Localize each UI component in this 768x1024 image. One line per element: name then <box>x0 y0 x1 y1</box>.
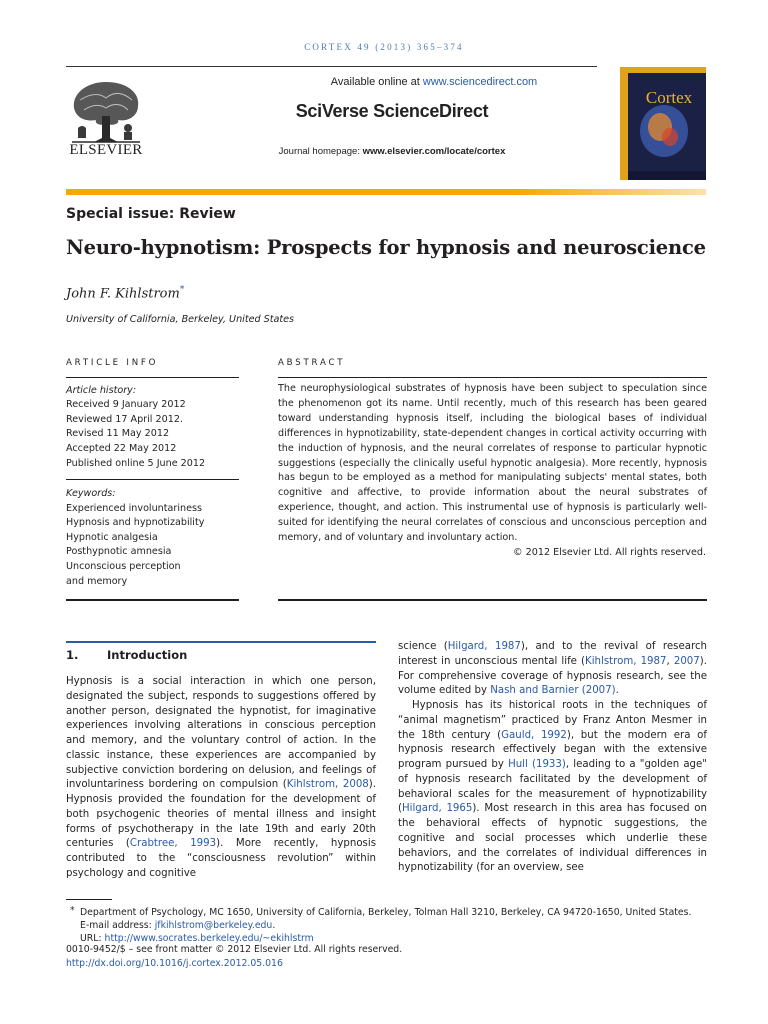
article-info-bottom-rule <box>66 599 239 601</box>
abstract-rule <box>278 377 707 378</box>
citation-link[interactable]: Gauld, 1992 <box>501 729 567 741</box>
footnote-mark: * <box>70 905 75 916</box>
homepage-link[interactable]: http://www.socrates.berkeley.edu/~ekihlstrm <box>104 933 314 944</box>
abstract-bottom-rule <box>278 599 707 601</box>
paragraph <box>66 675 376 882</box>
journal-homepage <box>200 146 584 157</box>
affiliation: University of California, Berkeley, United States <box>66 314 295 325</box>
section-heading <box>66 648 187 662</box>
keywords-label: Keywords: <box>66 488 116 499</box>
article-title: Neuro-hypnotism: Prospects for hypnosis and neuroscience <box>66 236 706 259</box>
abstract-copyright: © 2012 Elsevier Ltd. All rights reserved. <box>512 547 706 558</box>
article-info-label: ARTICLE INFO <box>66 358 159 368</box>
history-item: Revised 11 May 2012 <box>66 428 170 439</box>
abstract-text: The neurophysiological substrates of hypnosis have been subject to speculation since the phenomenon got its name. Until recently, much of this research has been geared toward understanding hypnosis itself, including the biological bases of individual differences in hypnotizability, state-dependent changes in cortical activity occurring with the induction of hypnosis, and the neural correlates of response to particular hypnotic suggestions (especially the clinically useful hypnotic analgesia). More recently, hypnosis has begun to be employed as a method for manipulating subjects' mental states, both cognitive and affective, to provide information about the neural substrates of experience, thought, and action. This instrumental use of hypnosis is particularly well-suited for identifying the neural correlates of conscious and unconscious perception and memory, and of voluntary and involuntary action. <box>278 383 707 544</box>
keyword: Experienced involuntariness <box>66 503 202 514</box>
sciencedirect-link[interactable]: www.sciencedirect.com <box>422 76 538 88</box>
doi-line <box>66 957 283 970</box>
history-item: Published online 5 June 2012 <box>66 458 206 469</box>
cover-title: Cortex <box>645 88 693 107</box>
text-run: , <box>666 655 674 667</box>
keyword: Posthypnotic amnesia <box>66 546 172 557</box>
elsevier-wordmark: ELSEVIER <box>69 142 143 158</box>
text-run: Hypnosis is a social interaction in which one person, designated the subject, responds to suggestions offered by another person, designated the hypnotist, for imaginative experiences involving alterations in conscious perception and memory, and the voluntary control of action. In the classic instance, these experiences are accompanied by subjective conviction bordering on delusion, and feelings of involuntariness bordering on compulsion ( <box>66 676 376 791</box>
citation-link[interactable]: 2007 <box>673 655 700 667</box>
author-footnote-mark[interactable]: * <box>179 285 185 295</box>
footnote-address: Department of Psychology, MC 1650, University of California, Berkeley, Tolman Hall 3210, Berkeley, CA 94720-1650, United States. <box>80 907 692 918</box>
info-divider <box>66 479 239 480</box>
citation-link[interactable]: Hilgard, 1965 <box>401 803 473 815</box>
citation-link[interactable]: Kihlstrom, 1987 <box>585 655 667 667</box>
issn-line: 0010-9452/$ – see front matter © 2012 Elsevier Ltd. All rights reserved. <box>66 944 403 955</box>
text-run: . <box>615 685 619 697</box>
citation-link[interactable]: Hilgard, 1987 <box>447 641 521 652</box>
paragraph <box>398 640 707 699</box>
text-run: ), but the modern era of hypnosis research effectively began with the extensive program pursued by <box>398 729 707 770</box>
header-rule <box>66 66 597 67</box>
text-run: ). Most research in this area has focused on the behavioral effects of hypnotic suggestions, the cognitive and social processes which underlie these behaviors, and the correlates of individual differences in hypnotizability (for an overview, see <box>398 803 707 874</box>
section-title: Introduction <box>107 648 188 662</box>
abstract-label: ABSTRACT <box>278 358 346 368</box>
text-run: . <box>272 920 276 931</box>
body-column-right <box>398 640 707 876</box>
author <box>66 285 184 301</box>
homepage-url[interactable]: www.elsevier.com/locate/cortex <box>362 146 506 157</box>
history-item: Accepted 22 May 2012 <box>66 443 177 454</box>
paragraph <box>398 699 707 876</box>
citation-link[interactable]: Kihlstrom, 2008 <box>286 779 369 791</box>
email-label: E-mail address: <box>80 920 155 931</box>
history-label: Article history: <box>66 385 137 396</box>
section-accent-bar <box>66 641 376 643</box>
keyword: Hypnosis and hypnotizability <box>66 517 205 528</box>
cover-art <box>620 67 706 180</box>
citation-link[interactable]: Crabtree, 1993 <box>129 838 217 850</box>
text-run: science ( <box>398 641 448 652</box>
section-number: 1. <box>66 648 79 662</box>
available-online <box>200 76 668 88</box>
keyword: and memory <box>66 576 128 587</box>
body-column-left <box>66 675 376 882</box>
keyword: Unconscious perception <box>66 561 181 572</box>
text-run: ). More recently, hypnosis contributed to the “consciousness revolution” within psychology and cognitive <box>66 838 376 879</box>
article-info-rule <box>66 377 239 378</box>
footnote-email <box>80 919 275 932</box>
special-issue-label: Special issue: Review <box>66 206 236 222</box>
sciverse-brand: SciVerse ScienceDirect <box>295 101 489 121</box>
text-run: ). Hypnosis provided the foundation for the development of both psychogenic theories of mental illness and insight forms of psychotherapy in the late 19th and early 20th centuries ( <box>66 779 377 850</box>
footnote-rule <box>66 899 112 900</box>
citation-link[interactable]: Hull (1933) <box>508 759 566 770</box>
doi-link[interactable]: http://dx.doi.org/10.1016/j.cortex.2012.05.016 <box>66 958 283 969</box>
text-run: ), and to the revival of research interest in unconscious mental life ( <box>398 641 707 667</box>
history-item: Received 9 January 2012 <box>66 399 186 410</box>
citation-link[interactable]: Nash and Barnier (2007) <box>490 685 616 697</box>
accent-bar <box>66 189 706 195</box>
text-run: , leading to a "golden age" of hypnosis research facilitated by the development of behavioral scales for the measurement of hypnotizability ( <box>398 759 707 815</box>
running-head: CORTEX 49 (2013) 365–374 <box>304 42 464 52</box>
email-link[interactable]: jfkihlstrom@berkeley.edu <box>154 920 273 931</box>
text-run: Hypnosis has its historical roots in the techniques of “animal magnetism” practiced by Franz Anton Mesmer in the 18th century ( <box>398 700 707 741</box>
available-prefix: Available online at <box>330 76 423 88</box>
journal-cover-image <box>620 67 706 180</box>
keyword: Hypnotic analgesia <box>66 532 158 543</box>
url-label: URL: <box>80 933 105 944</box>
text-run: ). For comprehensive coverage of hypnosis research, see the volume edited by <box>398 655 707 697</box>
history-item: Reviewed 17 April 2012. <box>66 414 183 425</box>
homepage-prefix: Journal homepage: <box>278 146 363 157</box>
author-name: John F. Kihlstrom <box>66 286 180 302</box>
